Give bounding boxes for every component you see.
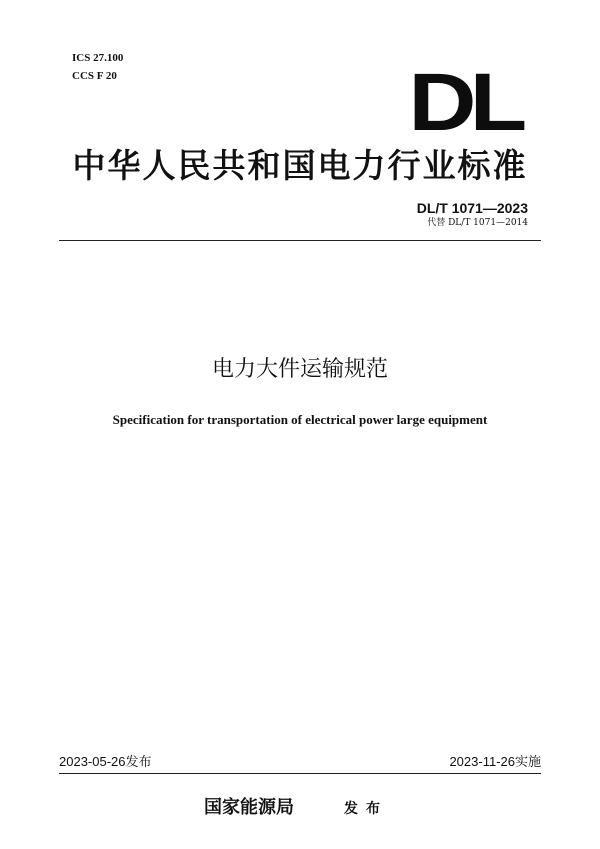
replaces-standard: 代替 DL/T 1071—2014 [427, 218, 528, 228]
ics-code: ICS 27.100 [72, 52, 124, 64]
publisher-name: 国家能源局 [204, 797, 294, 818]
issue-date: 2023-05-26发布 [59, 754, 152, 769]
standard-number: DL/T 1071—2023 [416, 200, 528, 216]
implementation-date: 2023-11-26实施 [449, 754, 541, 769]
document-title-english: Specification for transportation of electrical power large equipment [112, 412, 488, 427]
document-title-chinese: 电力大件运输规范 [211, 357, 388, 382]
header-divider [59, 240, 541, 241]
ccs-code: CCS F 20 [72, 70, 117, 82]
standard-category-title: 中华人民共和国电力行业标准 [72, 146, 528, 185]
dl-logo: DL [408, 57, 520, 148]
footer-divider [59, 773, 541, 774]
publish-label: 发布 [344, 801, 388, 817]
